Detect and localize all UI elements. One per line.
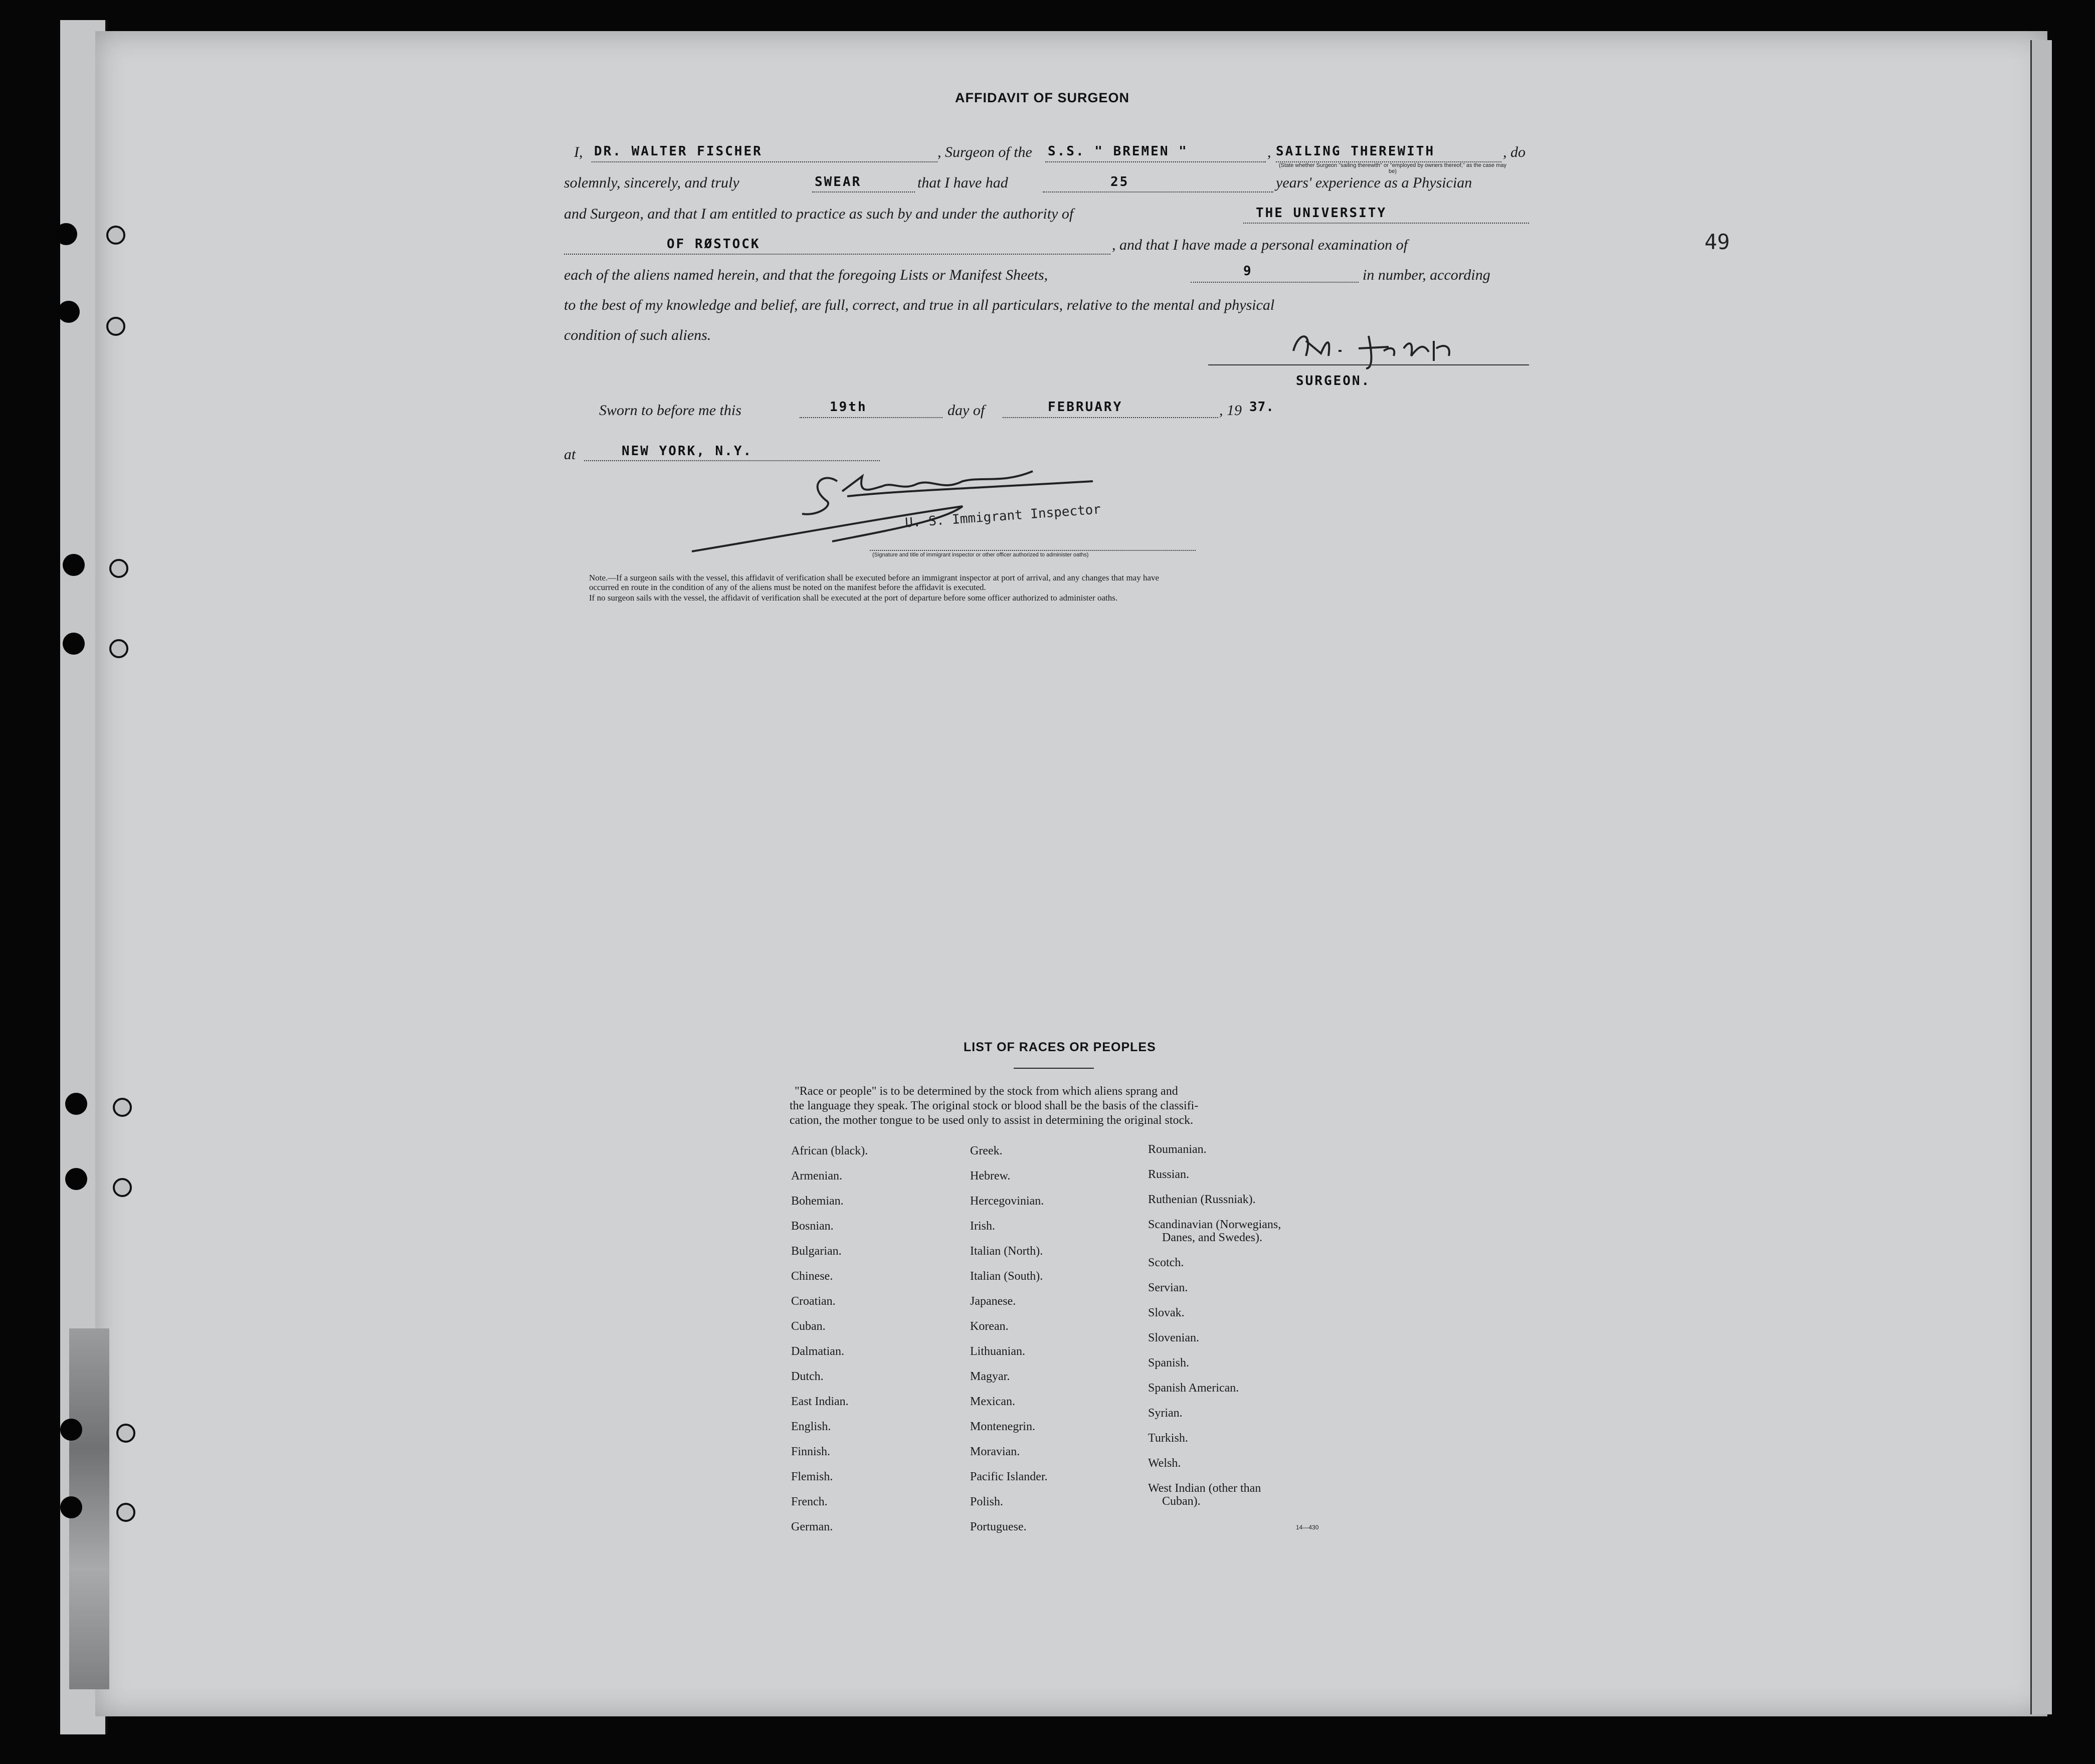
race-item: Hercegovinian.	[970, 1195, 1044, 1208]
surgeon-signature	[1283, 321, 1484, 376]
race-item: Flemish.	[791, 1470, 833, 1483]
signature-line	[870, 550, 1196, 551]
binder-hole	[65, 1168, 87, 1190]
affidavit-text: , Surgeon of the	[937, 144, 1032, 160]
race-item: Finnish.	[791, 1445, 831, 1458]
signature-line	[1208, 364, 1529, 365]
affidavit-title: AFFIDAVIT OF SURGEON	[955, 90, 1129, 105]
fill-line	[800, 417, 942, 418]
document-sheet	[95, 31, 2047, 1716]
inspector-caption: (Signature and title of immigrant inspector or other officer authorized to administer oaths)	[872, 552, 1089, 558]
vessel-value: S.S. " BREMEN "	[1048, 144, 1188, 159]
fill-line	[564, 254, 1110, 255]
fill-line	[592, 161, 937, 162]
fill-line	[1003, 417, 1218, 418]
binder-hole	[58, 301, 80, 323]
race-item: Hebrew.	[970, 1169, 1011, 1183]
race-item: Japanese.	[970, 1295, 1016, 1308]
race-item: Magyar.	[970, 1370, 1010, 1383]
sheets-count-value: 9	[1243, 264, 1253, 279]
race-item: Pacific Islander.	[970, 1470, 1048, 1483]
authority-value-part1: THE UNIVERSITY	[1256, 206, 1387, 221]
race-item: Mexican.	[970, 1395, 1015, 1408]
location-value: NEW YORK, N.Y.	[622, 444, 753, 459]
binder-hole	[63, 633, 85, 655]
race-item: Cuban.	[791, 1320, 826, 1333]
race-item: Bohemian.	[791, 1195, 844, 1208]
affidavit-text: condition of such aliens.	[564, 327, 711, 343]
affidavit-text: day of	[947, 402, 985, 419]
binder-hole	[113, 1098, 132, 1117]
form-number: 14—430	[1296, 1524, 1319, 1531]
binder-hole	[106, 226, 125, 245]
race-item: Slovenian.	[1148, 1331, 1199, 1344]
race-item: Lithuanian.	[970, 1345, 1025, 1358]
races-intro: the language they speak. The original stock or blood shall be the basis of the classifi-	[790, 1099, 1199, 1112]
races-intro: cation, the mother tongue to be used only to assist in determining the original stock.	[790, 1114, 1194, 1127]
affidavit-text: and Surgeon, and that I am entitled to practice as such by and under the authority of	[564, 206, 1074, 222]
binder-hole	[109, 559, 128, 578]
binder-hole	[60, 1419, 82, 1441]
affidavit-text: , do	[1503, 144, 1526, 160]
title-rule	[1014, 1068, 1094, 1069]
fill-line	[812, 191, 915, 192]
race-item: Moravian.	[970, 1445, 1020, 1458]
race-item: Croatian.	[791, 1295, 836, 1308]
race-item: Polish.	[970, 1495, 1004, 1508]
fill-line	[1043, 191, 1273, 192]
race-item: Korean.	[970, 1320, 1009, 1333]
race-item: Dalmatian.	[791, 1345, 844, 1358]
sailing-status-value: SAILING THEREWITH	[1276, 144, 1435, 159]
race-item: Spanish.	[1148, 1356, 1190, 1369]
races-intro: "Race or people" is to be determined by the stock from which aliens sprang and	[795, 1085, 1178, 1098]
page-number: 49	[1704, 230, 1730, 254]
race-item: Italian (South).	[970, 1270, 1043, 1283]
race-item: African (black).	[791, 1144, 868, 1157]
race-item: Syrian.	[1148, 1407, 1183, 1420]
race-item: Slovak.	[1148, 1306, 1185, 1319]
month-value: FEBRUARY	[1048, 400, 1123, 415]
note-line: Note.—If a surgeon sails with the vessel, this affidavit of verification shall be executed before an immigrant inspector at port of arrival, and any changes that may have	[589, 573, 1160, 582]
race-item: English.	[791, 1420, 831, 1433]
inspector-stamp: U. S. Immigrant Inspector	[904, 502, 1101, 531]
race-item: West Indian (other than	[1148, 1482, 1261, 1495]
race-item: Italian (North).	[970, 1245, 1043, 1258]
race-item: Spanish American.	[1148, 1382, 1239, 1395]
race-item: Montenegrin.	[970, 1420, 1035, 1433]
binder-hole	[113, 1178, 132, 1197]
note-line: occurred en route in the condition of any of the aliens must be noted on the manifest before the affidavit is executed.	[589, 582, 986, 592]
race-item: Dutch.	[791, 1370, 824, 1383]
race-item: Roumanian.	[1148, 1143, 1207, 1156]
race-item: Irish.	[970, 1220, 995, 1233]
binder-hole	[65, 1093, 87, 1115]
surgeon-label: SURGEON.	[1296, 373, 1371, 388]
race-item: Turkish.	[1148, 1432, 1188, 1445]
race-item: German.	[791, 1520, 833, 1533]
binder-hole	[106, 317, 125, 336]
surgeon-name-value: DR. WALTER FISCHER	[594, 144, 763, 159]
race-item: Armenian.	[791, 1169, 842, 1183]
affidavit-text: to the best of my knowledge and belief, are full, correct, and true in all particulars, relative to the mental and physical	[564, 297, 1275, 313]
race-item: Bulgarian.	[791, 1245, 842, 1258]
race-item: Ruthenian (Russniak).	[1148, 1193, 1256, 1206]
race-item: Portuguese.	[970, 1520, 1027, 1533]
affidavit-text: each of the aliens named herein, and that the foregoing Lists or Manifest Sheets,	[564, 267, 1048, 283]
race-item: French.	[791, 1495, 828, 1508]
race-item: Greek.	[970, 1144, 1003, 1157]
race-item: Welsh.	[1148, 1457, 1181, 1470]
affidavit-text: solemnly, sincerely, and truly	[564, 174, 739, 191]
affidavit-text: in number, according	[1363, 267, 1490, 283]
race-item: Russian.	[1148, 1168, 1190, 1181]
race-item: Cuban).	[1162, 1495, 1201, 1508]
race-item: East Indian.	[791, 1395, 849, 1408]
binder-hole	[116, 1503, 135, 1522]
race-item: Scotch.	[1148, 1256, 1184, 1269]
races-title: LIST OF RACES OR PEOPLES	[964, 1040, 1156, 1054]
affidavit-text: years' experience as a Physician	[1276, 174, 1472, 191]
race-item: Scandinavian (Norwegians,	[1148, 1218, 1281, 1231]
fill-line	[1191, 282, 1359, 283]
oath-value: SWEAR	[815, 174, 862, 189]
authority-value-part2: OF RØSTOCK	[667, 237, 760, 252]
affidavit-text: , 19	[1219, 402, 1242, 419]
day-value: 19th	[830, 400, 867, 415]
race-item: Danes, and Swedes).	[1162, 1231, 1262, 1244]
race-item: Servian.	[1148, 1281, 1188, 1294]
affidavit-text: at	[564, 446, 576, 463]
binder-hole	[109, 639, 128, 658]
binder-hole	[116, 1424, 135, 1443]
race-item: Chinese.	[791, 1270, 833, 1283]
race-item: Bosnian.	[791, 1220, 834, 1233]
affidavit-text: ,	[1267, 144, 1271, 160]
page-edge	[2030, 40, 2052, 1714]
binder-hole	[63, 554, 85, 576]
affidavit-text: , and that I have made a personal examination of	[1112, 237, 1408, 253]
affidavit-text: I,	[574, 144, 583, 160]
sailing-note: (State whether Surgeon "sailing therewith" or "employed by owners thereof," as the case may be)	[1278, 162, 1507, 174]
year-value: 37.	[1249, 400, 1274, 415]
affidavit-text: that I have had	[917, 174, 1008, 191]
years-value: 25	[1110, 174, 1129, 189]
note-line: If no surgeon sails with the vessel, the affidavit of verification shall be executed at the port of departure before some officer authorized to administer oaths.	[589, 593, 1118, 603]
binder-hole	[60, 1496, 82, 1518]
fill-line	[1243, 223, 1529, 224]
fill-line	[1045, 161, 1266, 162]
binder-hole	[55, 223, 77, 245]
affidavit-text: Sworn to before me this	[599, 402, 741, 419]
